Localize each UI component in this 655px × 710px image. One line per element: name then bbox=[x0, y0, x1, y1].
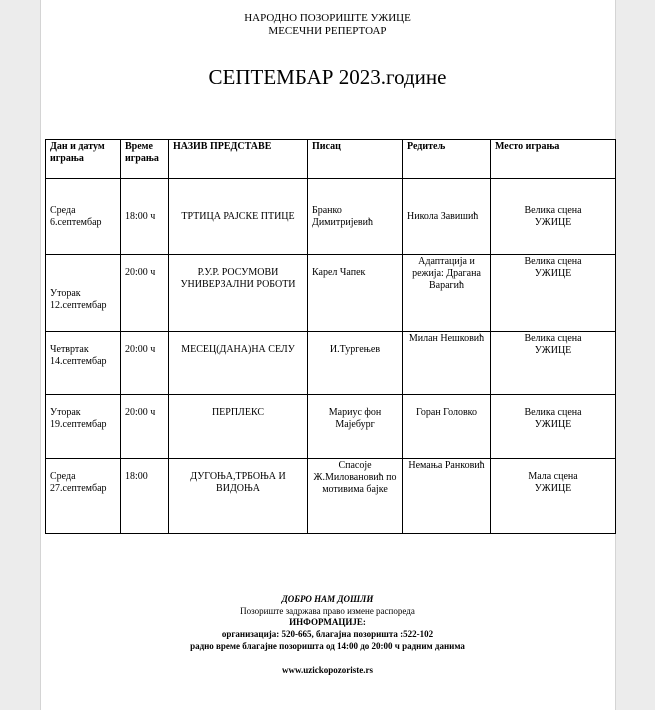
cell-venue bbox=[491, 332, 616, 395]
header-writer: Писац bbox=[308, 140, 403, 179]
cell-writer: Мариус фон Мајебург bbox=[308, 395, 403, 459]
repertoire-table bbox=[45, 139, 616, 534]
table-row bbox=[46, 459, 616, 534]
cell-name: ДУГОЊА,ТРБОЊА И ВИДОЊА bbox=[169, 459, 308, 534]
cell-writer: Карел Чапек bbox=[308, 255, 403, 332]
cell-name: ПЕРПЛЕКС bbox=[169, 395, 308, 459]
theatre-name: НАРОДНО ПОЗОРИШТЕ УЖИЦЕ bbox=[244, 12, 411, 24]
day-text: Уторак bbox=[50, 407, 81, 418]
venue-stage: Велика сцена bbox=[524, 256, 582, 267]
venue-city: УЖИЦЕ bbox=[534, 419, 572, 430]
cell-time: 18:00 ч bbox=[121, 179, 169, 255]
cell-venue bbox=[491, 395, 616, 459]
venue-stage: Мала сцена bbox=[528, 471, 578, 482]
table-row bbox=[46, 332, 616, 395]
info-heading: ИНФОРМАЦИЈЕ: bbox=[289, 617, 366, 627]
venue-city: УЖИЦЕ bbox=[534, 483, 572, 494]
header-time: Време играња bbox=[121, 140, 169, 179]
venue-stage: Велика сцена bbox=[524, 333, 582, 344]
welcome-text: ДОБРО НАМ ДОШЛИ bbox=[281, 594, 374, 604]
table-row bbox=[46, 179, 616, 255]
header-director: Редитељ bbox=[403, 140, 491, 179]
header-date: Дан и датум играња bbox=[46, 140, 121, 179]
cell-time: 20:00 ч bbox=[121, 255, 169, 332]
cell-writer: И.Тургењев bbox=[308, 332, 403, 395]
cell-director: Горан Головко bbox=[403, 395, 491, 459]
cell-name: Р.У.Р. РОСУМОВИ УНИВЕРЗАЛНИ РОБОТИ bbox=[169, 255, 308, 332]
cell-venue bbox=[491, 179, 616, 255]
table-row bbox=[46, 255, 616, 332]
header-venue: Место играња bbox=[491, 140, 616, 179]
day-text: Среда bbox=[50, 204, 76, 216]
date-text: 6.септембар bbox=[50, 216, 102, 228]
cell-name: ТРТИЦА РАЈСКЕ ПТИЦЕ bbox=[169, 179, 308, 255]
cell-name: МЕСЕЦ(ДАНА)НА СЕЛУ bbox=[169, 332, 308, 395]
repertoire-subtitle: МЕСЕЧНИ РЕПЕРТОАР bbox=[268, 25, 387, 37]
table-row bbox=[46, 395, 616, 459]
day-text: Среда bbox=[50, 471, 76, 482]
website-link[interactable]: www.uzickopozoriste.rs bbox=[282, 665, 373, 675]
header-name: НАЗИВ ПРЕДСТАВЕ bbox=[169, 140, 308, 179]
cell-date bbox=[46, 179, 121, 255]
notice-text: Позориште задржава право измене распореда bbox=[240, 606, 415, 616]
cell-time: 18:00 bbox=[121, 459, 169, 534]
hours-text: радно време благајне позоришта од 14:00 до 20:00 ч радним данима bbox=[190, 641, 465, 651]
date-text: 12.септембар bbox=[50, 299, 107, 311]
cell-time: 20:00 ч bbox=[121, 395, 169, 459]
cell-director: Милан Нешковић bbox=[403, 332, 491, 395]
venue-city: УЖИЦЕ bbox=[534, 345, 572, 356]
day-text: Уторак bbox=[50, 287, 81, 299]
cell-date bbox=[46, 332, 121, 395]
phones-text: организација: 520-665, благајна позоришта :522-102 bbox=[221, 629, 434, 639]
venue-stage: Велика сцена bbox=[524, 204, 582, 216]
cell-venue bbox=[491, 255, 616, 332]
cell-venue bbox=[491, 459, 616, 534]
cell-date bbox=[46, 395, 121, 459]
day-text: Четвртак bbox=[50, 344, 89, 355]
page-title: СЕПТЕМБАР 2023.године bbox=[208, 65, 447, 89]
date-text: 19.септембар bbox=[50, 419, 107, 430]
cell-director: Немања Ранковић bbox=[403, 459, 491, 534]
date-text: 14.септембар bbox=[50, 356, 107, 367]
cell-writer: Бранко Димитријевић bbox=[308, 179, 403, 255]
cell-director: Адаптација и режија: Драгана Варагић bbox=[403, 255, 491, 332]
cell-director: Никола Завишић bbox=[403, 179, 491, 255]
date-text: 27.септембар bbox=[50, 483, 107, 494]
venue-stage: Велика сцена bbox=[524, 407, 582, 418]
cell-date bbox=[46, 459, 121, 534]
venue-city: УЖИЦЕ bbox=[534, 268, 572, 279]
venue-city: УЖИЦЕ bbox=[534, 216, 572, 228]
cell-time: 20:00 ч bbox=[121, 332, 169, 395]
cell-writer: Спасоје Ж.Миловановић по мотивима бајке bbox=[308, 459, 403, 534]
table-header-row bbox=[46, 140, 616, 179]
cell-date bbox=[46, 255, 121, 332]
